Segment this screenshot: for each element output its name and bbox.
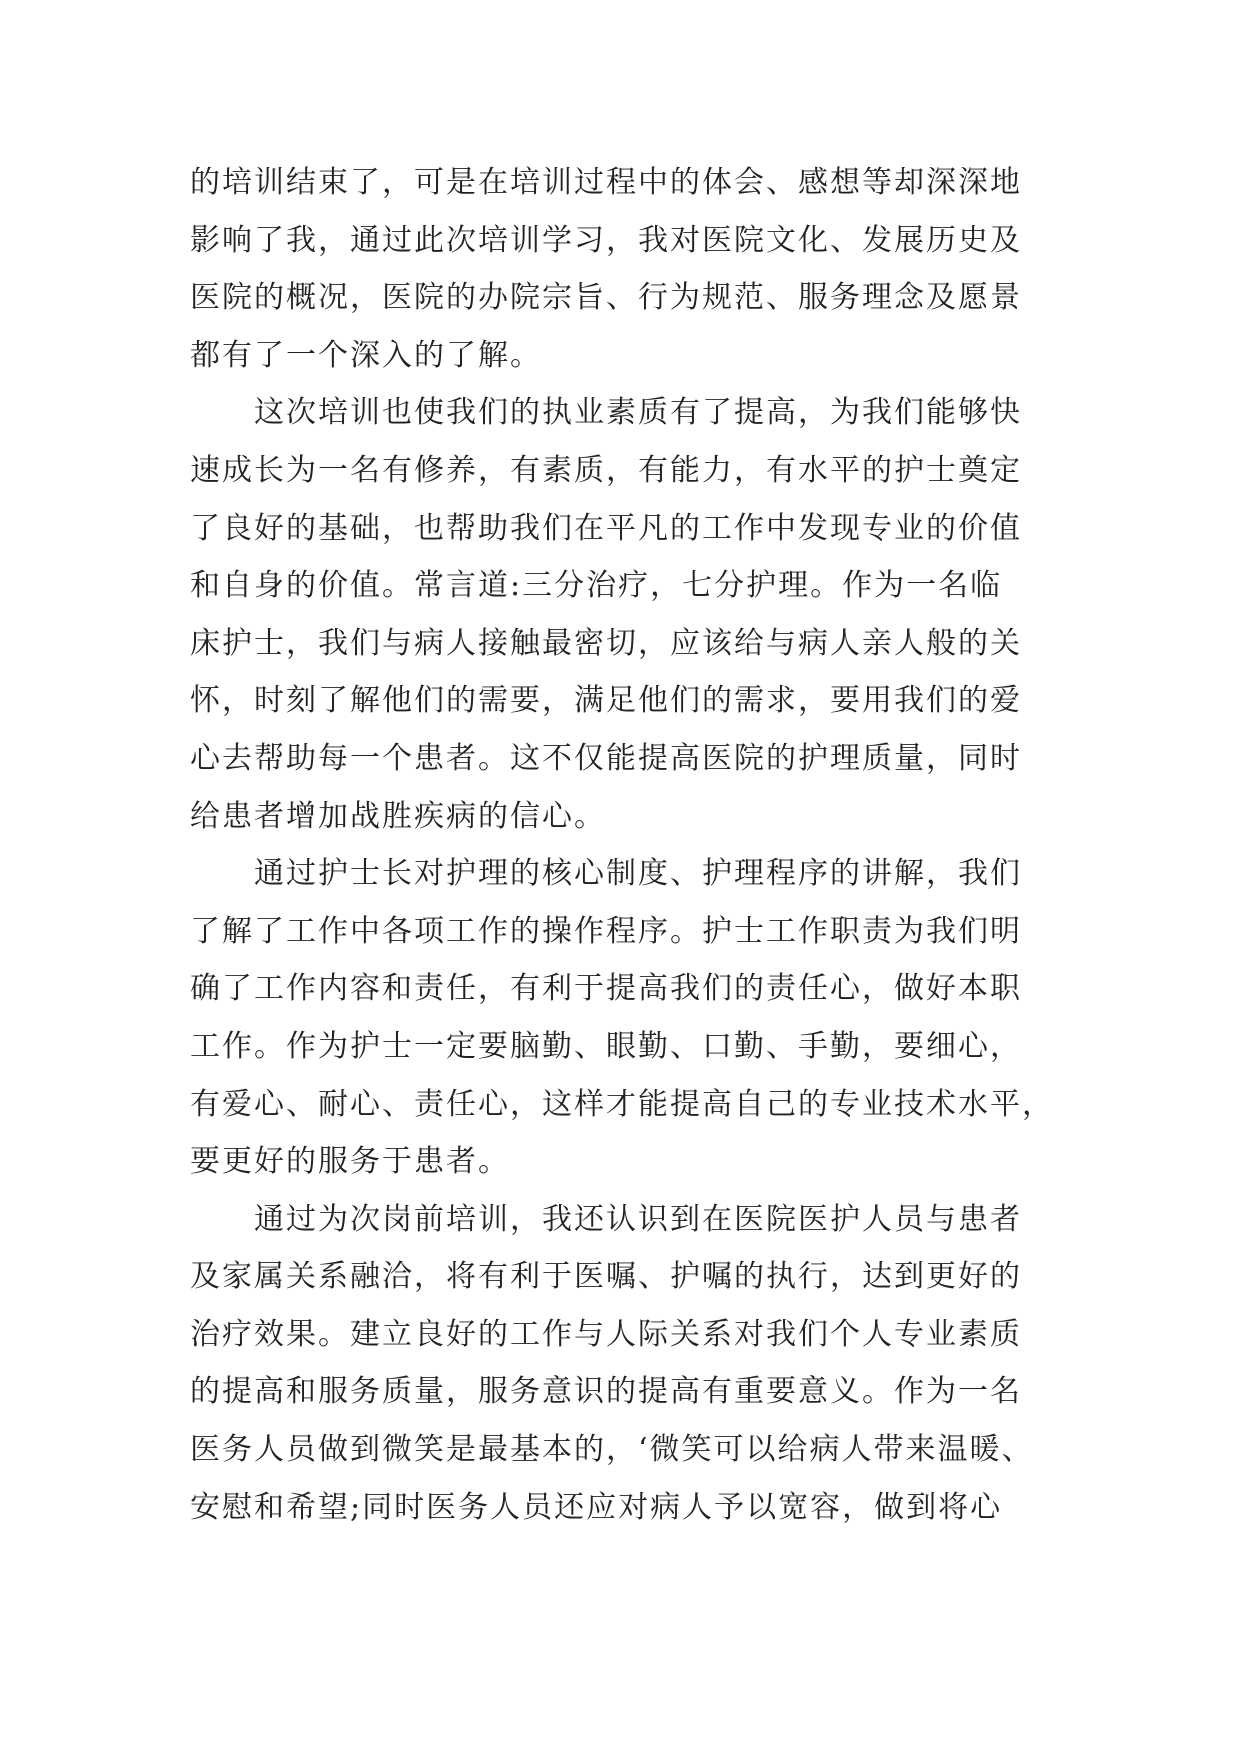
text-line: 要更好的服务于患者。 — [190, 1144, 510, 1180]
text-line: 通过护士长对护理的核心制度、护理程序的讲解，我们 — [190, 856, 1022, 892]
text-line: 有爱心、耐心、责任心，这样才能提高自己的专业技术水平， — [190, 1086, 1054, 1122]
text-line: 心去帮助每一个患者。这不仅能提高医院的护理质量，同时 — [190, 740, 1022, 776]
text-line: 的培训结束了，可是在培训过程中的体会、感想等却深深地 — [190, 165, 1022, 200]
text-line: 速成长为一名有修养，有素质，有能力，有水平的护士奠定 — [190, 452, 1022, 488]
text-line: 给患者增加战胜疾病的信心。 — [190, 798, 606, 834]
text-line: 和自身的价值。常言道:三分治疗，七分护理。作为一名临 — [190, 568, 1003, 604]
text-line: 及家属关系融洽，将有利于医嘱、护嘱的执行，达到更好的 — [190, 1259, 1022, 1295]
text-line: 治疗效果。建立良好的工作与人际关系对我们个人专业素质 — [190, 1316, 1022, 1352]
text-line: 的提高和服务质量，服务意识的提高有重要意义。作为一名 — [190, 1374, 1022, 1410]
text-line: 都有了一个深入的了解。 — [190, 337, 542, 373]
text-line: 医院的概况，医院的办院宗旨、行为规范、服务理念及愿景 — [190, 280, 1022, 316]
text-line: 影响了我，通过此次培训学习，我对医院文化、发展历史及 — [190, 222, 1022, 258]
text-line: 了解了工作中各项工作的操作程序。护士工作职责为我们明 — [190, 913, 1022, 949]
text-line: 工作。作为护士一定要脑勤、眼勤、口勤、手勤，要细心， — [190, 1028, 1022, 1064]
text-line: 医务人员做到微笑是最基本的，‘微笑可以给病人带来温暖、 — [190, 1432, 1034, 1468]
text-line: 确了工作内容和责任，有利于提高我们的责任心，做好本职 — [190, 971, 1022, 1007]
text-line: 通过为次岗前培训，我还认识到在医院医护人员与患者 — [190, 1201, 1022, 1237]
body-text — [190, 154, 1070, 1536]
text-line: 床护士，我们与病人接触最密切，应该给与病人亲人般的关 — [190, 625, 1022, 661]
text-line: 了良好的基础，也帮助我们在平凡的工作中发现专业的价值 — [190, 510, 1022, 546]
text-line: 这次培训也使我们的执业素质有了提高，为我们能够快 — [190, 395, 1022, 431]
text-line: 怀，时刻了解他们的需要，满足他们的需求，要用我们的爱 — [190, 683, 1022, 719]
text-line: 安慰和希望;同时医务人员还应对病人予以宽容，做到将心 — [190, 1489, 1003, 1525]
